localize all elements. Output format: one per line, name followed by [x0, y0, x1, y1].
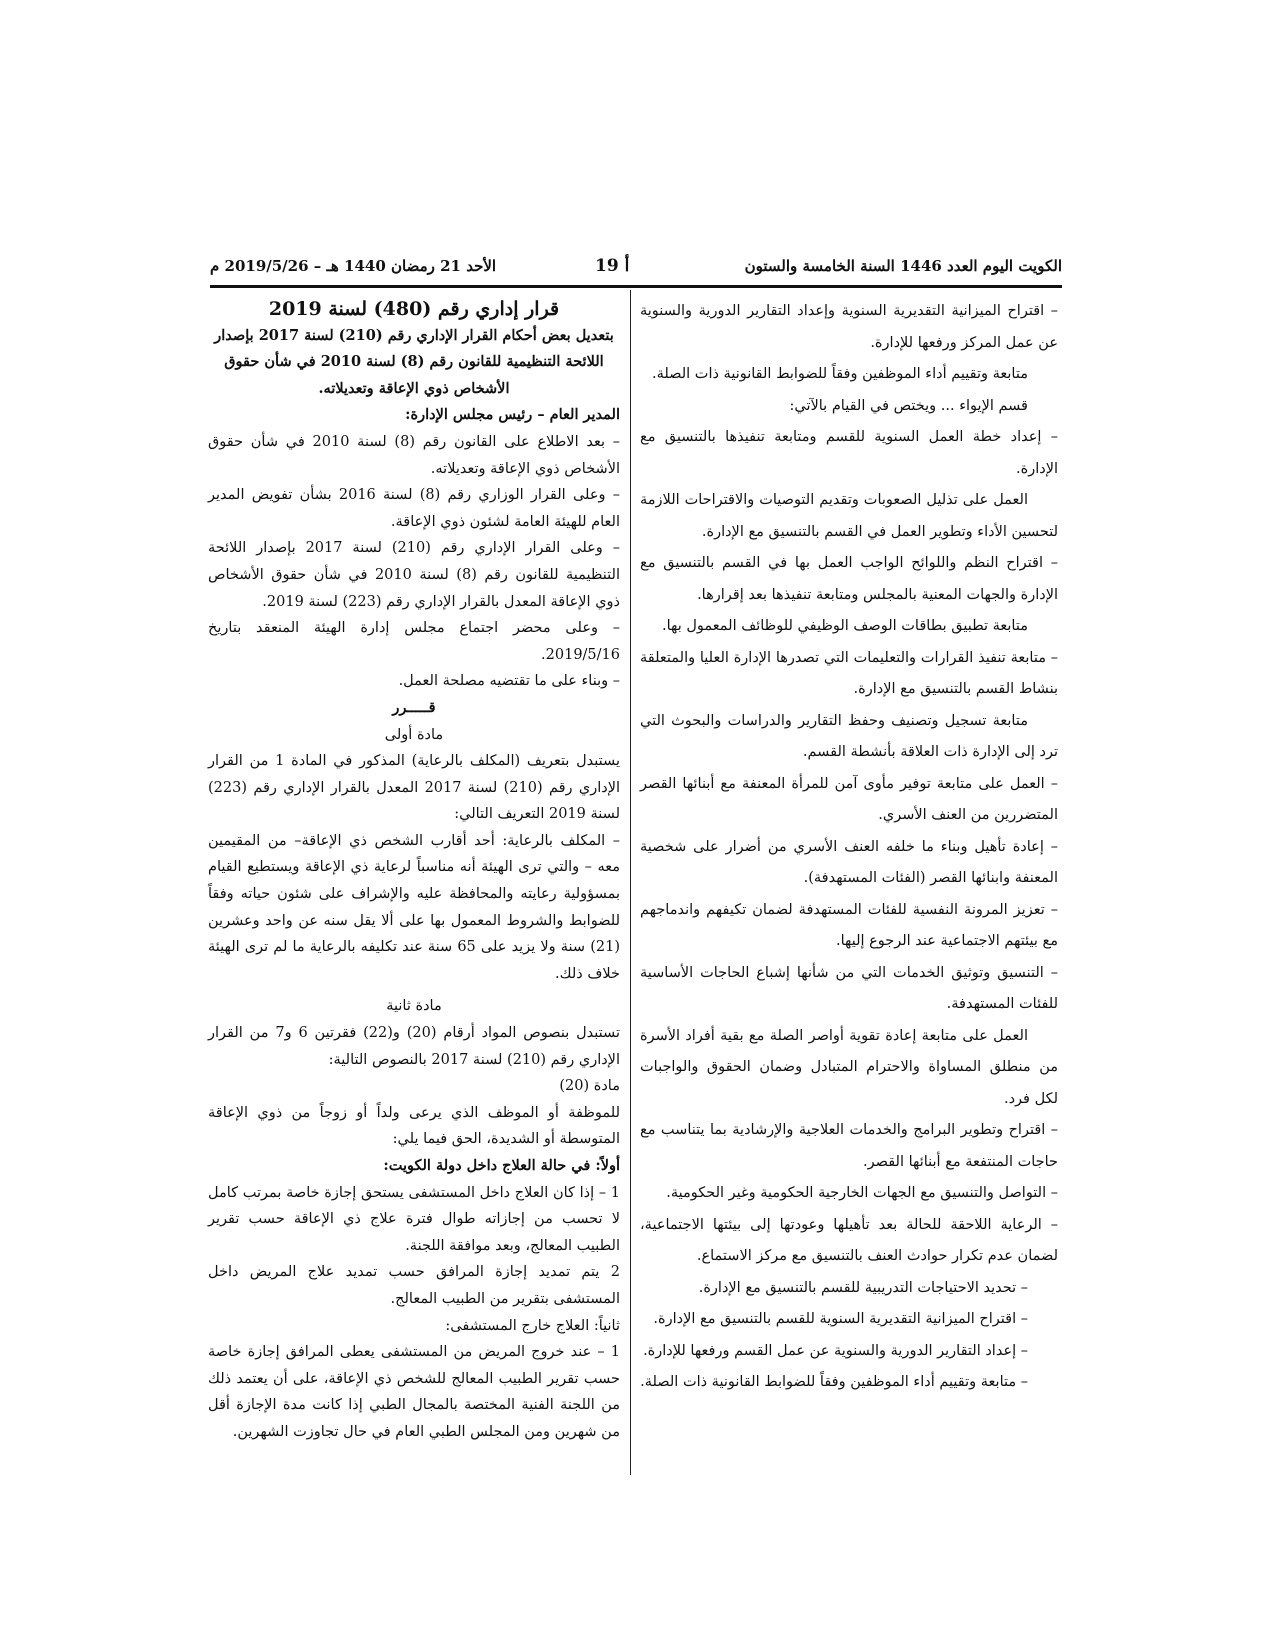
paragraph: متابعة تطبيق بطاقات الوصف الوظيفي للوظائف المعمول بها. [662, 618, 1028, 634]
paragraph: – إعداد خطة العمل السنوية للقسم ومتابعة تنفيذها بالتنسيق مع الإدارة. [640, 429, 1058, 477]
paragraph: قسم الإيواء ... ويختص في القيام بالآتي: [789, 397, 1028, 414]
right-column [640, 296, 1058, 1399]
paragraph: متابعة تسجيل وتصنيف وحفظ التقارير والدراسات والبحوث التي ترد إلى الإدارة ذات العلاقة بأنشطة القسم. [640, 712, 1058, 760]
paragraph: – إعادة تأهيل وبناء ما خلفه العنف الأسري من أضرار على شخصية المعنفة وابنائها القصر (الفئات المستهدفة). [640, 838, 1058, 886]
section-heading: ثانياً: العلاج خارج المستشفى: [445, 1317, 620, 1334]
article-heading: مادة (20) [559, 1078, 620, 1095]
paragraph: – متابعة وتقييم أداء الموظفين وفقاً للضوابط القانونية ذات الصلة. [640, 1374, 1028, 1390]
article-definition: – المكلف بالرعاية: أحد أقارب الشخص ذي الإعاقة– من المقيمين معه – والتي ترى الهيئة أنه مناسباً لرعاية ذي الإعاقة ويستطيع القيام بمسؤولية رعايته والمحافظة عليه والإشراف على شئون حياته وفقاً للضوابط والشروط المعمول بها على ألا يقل سنه عن واحد وعشرين (21) سنة ولا يزيد على 65 سنة عند تكليفه بالرعاية ما لم ترى الهيئة خلاف ذلك. [208, 832, 620, 982]
article-text: يستبدل بتعريف (المكلف بالرعاية) المذكور في المادة 1 من القرار الإداري رقم (210) لسنة 2017 المعدل بالقرار الإداري رقم (223) لسنة 2019 التعريف التالي: [208, 753, 620, 823]
paragraph: العمل على متابعة إعادة تقوية أواصر الصلة مع بقية أفراد الأسرة من منطلق المساواة والاحترام المتبادل وضمان الحقوق والواجبات لكل فرد. [640, 1027, 1058, 1107]
clause: 1 – عند خروج المريض من المستشفى يعطى المرافق إجازة خاصة حسب تقرير الطبيب المعالج للشخص ذي الإعاقة، على أن يعتمد ذلك من اللجنة الفنية المختصة بالمجال الطبي إذا كانت مدة الإجازة أقل من شهرين ومن المجلس الطبي العام في حال تجاوزت الشهرين. [208, 1344, 620, 1440]
article-heading: مادة ثانية [386, 998, 442, 1015]
header-date: الأحد 21 رمضان 1440 هـ – 2019/5/26 م [210, 257, 497, 275]
header-rule [210, 285, 1062, 288]
paragraph: – التواصل والتنسيق مع الجهات الخارجية الحكومية وغير الحكومية. [666, 1185, 1058, 1201]
paragraph: – إعداد التقارير الدورية والسنوية عن عمل القسم ورفعها للإدارة. [643, 1342, 1028, 1359]
preamble-item: – وعلى القرار الوزاري رقم (8) لسنة 2016 بشأن تفويض المدير العام للهيئة العامة لشئون ذوي الإعاقة. [208, 487, 620, 530]
preamble-item: – بعد الاطلاع على القانون رقم (8) لسنة 2010 في شأن حقوق الأشخاص ذوي الإعاقة وتعديلاته. [208, 433, 620, 477]
paragraph: – الرعاية اللاحقة للحالة بعد تأهيلها وعودتها إلى بيئتها الاجتماعية، لضمان عدم تكرار حوادث العنف بالتنسيق مع مركز الاستماع. [640, 1216, 1058, 1264]
paragraph: – اقتراح النظم واللوائح الواجب العمل بها في القسم بالتنسيق مع الإدارة والجهات المعنية بالمجلس ومتابعة تنفيذها بعد إقرارها. [640, 555, 1058, 603]
page-header [210, 252, 1062, 280]
section-heading: أولاً: في حالة العلاج داخل دولة الكويت: [383, 1157, 620, 1174]
paragraph: – التنسيق وتوثيق الخدمات التي من شأنها إشباع الحاجات الأساسية للفئات المستهدفة. [640, 964, 1058, 1012]
left-column [208, 296, 620, 1446]
paragraph: – اقتراح الميزانية التقديرية السنوية وإعداد التقارير الدورية والسنوية عن عمل المركز ورفعها للإدارة. [640, 303, 1058, 351]
paragraph: العمل على تذليل الصعوبات وتقديم التوصيات والاقتراحات اللازمة لتحسين الأداء وتطوير العمل في القسم بالتنسيق مع الإدارة. [640, 492, 1058, 540]
column-divider [630, 290, 631, 1475]
paragraph: – اقتراح وتطوير البرامج والخدمات العلاجية والإرشادية بما يتناسب مع حاجات المنتفعة مع أبنائها القصر. [640, 1122, 1058, 1170]
header-issue-info: الكويت اليوم العدد 1446 السنة الخامسة والستون [744, 257, 1062, 275]
paragraph: متابعة وتقييم أداء الموظفين وفقاً للضوابط القانونية ذات الصلة. [651, 366, 1028, 382]
decree-issuer: المدير العام – رئيس مجلس الإدارة: [405, 406, 620, 424]
paragraph: – متابعة تنفيذ القرارات والتعليمات التي تصدرها الإدارة العليا والمتعلقة بنشاط القسم بالتنسيق مع الإدارة. [640, 649, 1058, 697]
paragraph: – اقتراح الميزانية التقديرية السنوية للقسم بالتنسيق مع الإدارة. [653, 1311, 1028, 1327]
decree-subtitle: بتعديل بعض أحكام القرار الإداري رقم (210) لسنة 2017 بإصدار اللائحة التنظيمية للقانون رقم (8) لسنة 2010 في شأن حقوق الأشخاص ذوي الإعاقة وتعديلاته. [214, 326, 614, 397]
decided-heading: قـــــرر [392, 698, 436, 716]
article-text: تستبدل بنصوص المواد أرقام (20) و(22) فقرتين 6 و7 من القرار الإداري رقم (210) لسنة 2017 بالنصوص التالية: [208, 1025, 621, 1068]
page-number: أ 19 [595, 256, 630, 276]
article-text: للموظفة أو الموظف الذي يرعى ولداً أو زوجاً من ذوي الإعاقة المتوسطة أو الشديدة، الحق فيما يلي: [208, 1104, 620, 1148]
preamble-item: – وعلى القرار الإداري رقم (210) لسنة 2017 بإصدار اللائحة التنظيمية للقانون رقم (8) لسنة 2010 في شأن حقوق الأشخاص ذوي الإعاقة المعدل بالقرار الإداري رقم (223) لسنة 2019. [208, 540, 620, 610]
clause: 2 يتم تمديد إجازة المرافق حسب تمديد علاج المريض داخل المستشفى بتقرير من الطبيب المعالج. [208, 1264, 620, 1307]
decree-title: قرار إداري رقم (480) لسنة 2019 [268, 298, 560, 320]
clause: 1 – إذا كان العلاج داخل المستشفى يستحق إجازة خاصة بمرتب كامل لا تحسب من إجازاته طوال فترة علاج ذي الإعاقة حسب تقرير الطبيب المعالج، وبعد موافقة اللجنة. [208, 1184, 620, 1254]
paragraph: – العمل على متابعة توفير مأوى آمن للمرأة المعنفة مع أبنائها القصر المتضررين من العنف الأسري. [640, 775, 1058, 823]
paragraph: – تحديد الاحتياجات التدريبية للقسم بالتنسيق مع الإدارة. [698, 1279, 1028, 1296]
paragraph: – تعزيز المرونة النفسية للفئات المستهدفة لضمان تكيفهم واندماجهم مع بيئتهم الاجتماعية عند الرجوع إليها. [640, 901, 1058, 949]
preamble-item: – وعلى محضر اجتماع مجلس إدارة الهيئة المنعقد بتاريخ 2019/5/16. [208, 620, 620, 663]
preamble-item: – وبناء على ما تقتضيه مصلحة العمل. [398, 673, 620, 690]
article-heading: مادة أولى [384, 726, 444, 743]
